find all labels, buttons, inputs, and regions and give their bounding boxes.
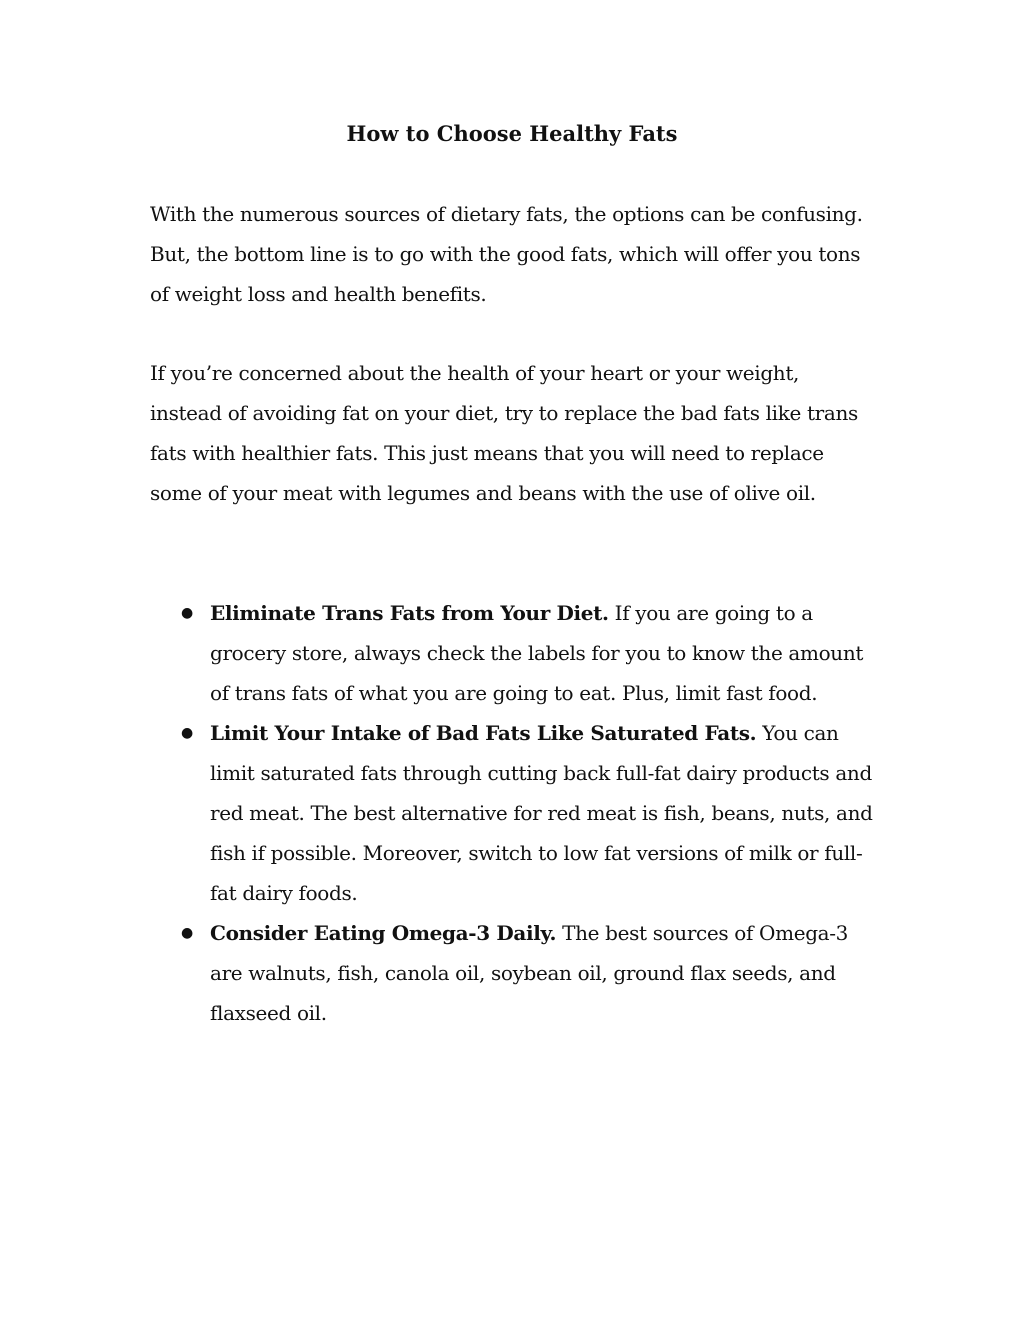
list-item-body: The best sources of Omega-3 are walnuts, fish, canola oil, soybean oil, ground flax seeds, and flaxseed oil. [210,921,849,1025]
list-item-body: If you are going to a grocery store, always check the labels for you to know the amount of trans fats of what you are going to eat. Plus, limit fast food. [210,601,864,705]
list-item-text [210,713,874,913]
bullet-icon: ● [181,725,194,741]
tips-list [0,593,1024,1033]
body-paragraph: If you’re concerned about the health of your heart or your weight, instead of avoiding fat on your diet, try to replace the bad fats like trans fats with healthier fats. This just means that you will need to replace some of your meat with legumes and beans with the use of olive oil. [150,361,858,505]
list-item-heading: Limit Your Intake of Bad Fats Like Saturated Fats. [210,721,757,745]
intro-paragraph: With the numerous sources of dietary fats, the options can be confusing. But, the bottom line is to go with the good fats, which will offer you tons of weight loss and health benefits. [150,202,863,306]
list-item [0,913,1024,1033]
list-item-body: You can limit saturated fats through cutting back full-fat dairy products and red meat. The best alternative for red meat is fish, beans, nuts, and fish if possible. Moreover, switch to low fat versions of milk or full-fat dairy foods. [210,721,873,905]
list-item [0,713,1024,913]
list-item-text [210,913,874,1033]
bullet-icon: ● [181,605,194,621]
page-title: How to Choose Healthy Fats [346,121,678,146]
bullet-icon: ● [181,925,194,941]
list-item-text [210,593,874,713]
list-item-heading: Consider Eating Omega-3 Daily. [210,921,557,945]
list-item [0,593,1024,713]
list-item-heading: Eliminate Trans Fats from Your Diet. [210,601,609,625]
